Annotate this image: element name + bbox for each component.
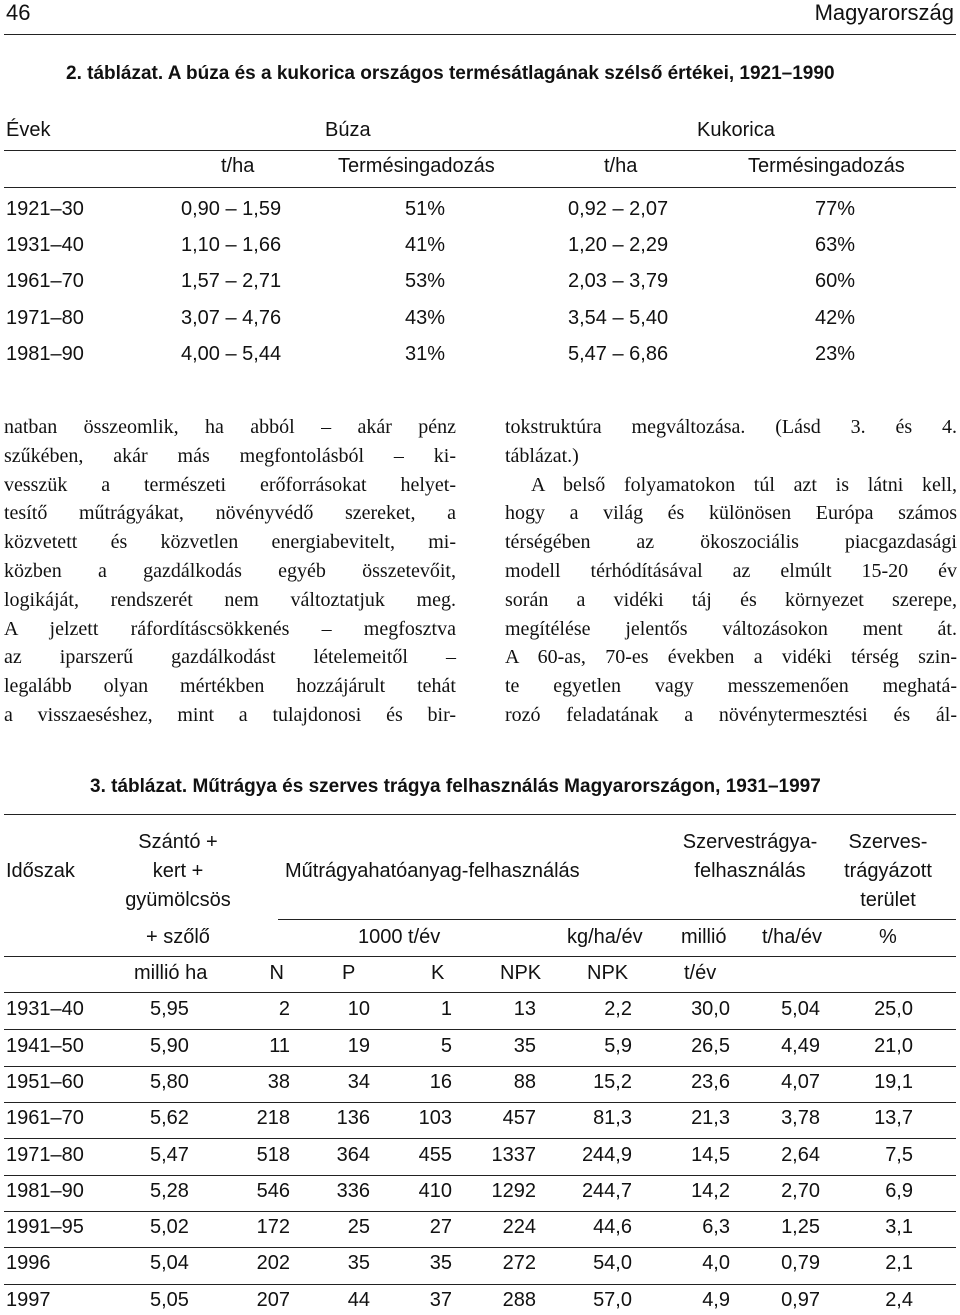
table3-cell-period: 1971–80 bbox=[6, 1144, 84, 1166]
table3-cell-manure-tha: 1,25 bbox=[781, 1216, 820, 1238]
table3-cell-manure-tha: 4,07 bbox=[781, 1071, 820, 1093]
table3-cell-p: 35 bbox=[347, 1252, 370, 1274]
table3-cell-pct: 19,1 bbox=[874, 1071, 913, 1093]
table3-h-area-2: kert + bbox=[152, 860, 204, 882]
table2-cell-corn: 5,47 – 6,86 bbox=[568, 343, 669, 365]
table2-group-wheat: Búza bbox=[325, 119, 371, 141]
table3-cell-manure-t: 6,3 bbox=[702, 1216, 730, 1238]
row-separator bbox=[4, 1211, 956, 1212]
table3-cell-manure-t: 26,5 bbox=[691, 1035, 730, 1057]
running-title: Magyarország bbox=[814, 0, 954, 25]
table3-h-area-3: gyümölcsös bbox=[125, 889, 231, 911]
table-row bbox=[0, 234, 960, 262]
table3-cell-npk: 35 bbox=[513, 1035, 536, 1057]
table3-cell-n: 518 bbox=[256, 1144, 290, 1166]
table-row bbox=[0, 998, 960, 1026]
text-line: logikáját, rendszerét nem változtatjuk meg. bbox=[4, 588, 456, 611]
table3-cell-npk: 1292 bbox=[491, 1180, 536, 1202]
header-rule bbox=[4, 34, 956, 35]
text-line: vesszük a természeti erőforrásokat helyet- bbox=[4, 473, 456, 496]
table3-u-tev: t/év bbox=[684, 962, 717, 984]
table-row bbox=[0, 1107, 960, 1135]
table2-sub-tha-corn: t/ha bbox=[604, 155, 638, 177]
table3-cell-manure-tha: 3,78 bbox=[781, 1107, 820, 1129]
text-line: hogy a világ és különösen Európa számos bbox=[505, 502, 957, 525]
table3-cell-p: 136 bbox=[336, 1107, 370, 1129]
text-line: modell térhódításával az elmúlt 15-20 év bbox=[505, 559, 957, 582]
text-line: A jelzett ráfordításcsökkenés – megfosztva bbox=[4, 617, 456, 640]
row-separator bbox=[4, 1102, 956, 1103]
table3-cell-manure-tha: 4,49 bbox=[781, 1035, 820, 1057]
table3-cell-npk-ha: 81,3 bbox=[593, 1107, 632, 1129]
table3-cell-n: 2 bbox=[278, 998, 290, 1020]
body-text-right-column bbox=[505, 413, 957, 730]
table3-cell-n: 11 bbox=[269, 1035, 290, 1057]
table3-cell-n: 546 bbox=[256, 1180, 290, 1202]
table3-u-kghaev: kg/ha/év bbox=[567, 926, 643, 948]
table3-h-area-4: + szőlő bbox=[146, 926, 210, 948]
table3-u-npk-ha: NPK bbox=[587, 962, 629, 984]
table3-cell-manure-t: 4,9 bbox=[702, 1289, 730, 1311]
table3-u-k: K bbox=[431, 962, 445, 984]
table3-u-n: N bbox=[269, 962, 284, 984]
table3-cell-k: 455 bbox=[418, 1144, 452, 1166]
text-line: tesítő műtrágyákat, növényvédő szereket, a bbox=[4, 502, 456, 525]
table3-cell-manure-tha: 2,64 bbox=[781, 1144, 820, 1166]
table3-cell-npk-ha: 244,9 bbox=[581, 1144, 632, 1166]
table3-cell-period: 1951–60 bbox=[6, 1071, 84, 1093]
table-row bbox=[0, 307, 960, 335]
table3-cell-k: 35 bbox=[429, 1252, 452, 1274]
text-line: a visszaeséshez, mint a tulajdonosi és bir- bbox=[4, 703, 456, 726]
table2-cell-wheat-var: 43% bbox=[404, 307, 445, 329]
table-row bbox=[0, 1071, 960, 1099]
table3-h-fertilizer: Műtrágyahatóanyag-felhasználás bbox=[285, 860, 580, 882]
table3-cell-manure-tha: 0,79 bbox=[781, 1252, 820, 1274]
text-line: szűkében, akár más megfontolásból – ki- bbox=[4, 444, 456, 467]
table3-cell-period: 1981–90 bbox=[6, 1180, 84, 1202]
table3-cell-npk-ha: 244,7 bbox=[581, 1180, 632, 1202]
row-separator bbox=[4, 1247, 956, 1248]
table-row bbox=[0, 1144, 960, 1172]
table3-cell-npk: 224 bbox=[502, 1216, 536, 1238]
table3-cell-npk: 13 bbox=[513, 998, 536, 1020]
table3-cell-p: 364 bbox=[336, 1144, 370, 1166]
table3-h-manure-1: Szervestrágya- bbox=[682, 831, 818, 853]
table2-caption-text: A búza és a kukorica országos termésátlagának szélső értékei, 1921–1990 bbox=[167, 63, 835, 84]
table3-u-million: millió bbox=[681, 926, 727, 948]
table3-cell-p: 19 bbox=[347, 1035, 370, 1057]
table3-cell-n: 172 bbox=[256, 1216, 290, 1238]
table3-cell-manure-tha: 2,70 bbox=[781, 1180, 820, 1202]
text-line: megítélése jelentős változásokon ment át. bbox=[505, 617, 957, 640]
table3-cell-period: 1941–50 bbox=[6, 1035, 84, 1057]
table3-cell-manure-t: 30,0 bbox=[691, 998, 730, 1020]
table2-cell-corn-var: 60% bbox=[814, 270, 855, 292]
table3-cell-area: 5,90 bbox=[150, 1035, 189, 1057]
table3-u-npk: NPK bbox=[500, 962, 542, 984]
table3-cell-area: 5,62 bbox=[150, 1107, 189, 1129]
row-separator bbox=[4, 1029, 956, 1030]
table3-cell-npk-ha: 2,2 bbox=[604, 998, 632, 1020]
text-line: natban összeomlik, ha abból – akár pénz bbox=[4, 416, 456, 438]
text-line: közvetett és közvetlen energiabevitelt, mi- bbox=[4, 531, 456, 554]
table2-cell-years: 1931–40 bbox=[6, 234, 84, 256]
table3-h-period: Időszak bbox=[6, 860, 75, 882]
table3-cell-area: 5,05 bbox=[150, 1289, 189, 1311]
table3-cell-npk: 272 bbox=[502, 1252, 536, 1274]
table3-caption-text: Műtrágya és szerves trágya felhasználás Magyarországon, 1931–1997 bbox=[192, 776, 821, 797]
text-line: legalább olyan mértékben hozzájárult tehát bbox=[4, 675, 456, 698]
table2-subheader-rule bbox=[4, 187, 956, 188]
table3-cell-npk-ha: 44,6 bbox=[593, 1216, 632, 1238]
row-separator bbox=[4, 1138, 956, 1139]
table3-u-1000tev: 1000 t/év bbox=[358, 926, 441, 948]
table3-cell-p: 25 bbox=[347, 1216, 370, 1238]
table2-cell-corn-var: 23% bbox=[814, 343, 855, 365]
row-separator bbox=[4, 1066, 956, 1067]
text-line: közben a gazdálkodás egyéb összetevőit, bbox=[4, 559, 456, 582]
table-row bbox=[0, 1289, 960, 1315]
text-line: A belső folyamatokon túl azt is látni kell, bbox=[531, 473, 957, 496]
table3-cell-p: 10 bbox=[347, 998, 370, 1020]
table3-h-manured-field-2: trágyázott bbox=[844, 860, 932, 882]
text-line: te egyetlen vagy messzemenően meghatá- bbox=[505, 675, 957, 698]
table2-cell-years: 1971–80 bbox=[6, 307, 84, 329]
table2-cell-wheat: 3,07 – 4,76 bbox=[181, 307, 282, 329]
table-row bbox=[0, 1252, 960, 1280]
table2-cell-corn: 0,92 – 2,07 bbox=[568, 198, 669, 220]
table3-cell-pct: 13,7 bbox=[874, 1107, 913, 1129]
table3-cell-pct: 2,4 bbox=[885, 1289, 913, 1311]
table2-cell-wheat-var: 51% bbox=[404, 198, 445, 220]
table3-cell-k: 410 bbox=[418, 1180, 452, 1202]
table2-col-years: Évek bbox=[6, 119, 51, 141]
table3-cell-k: 1 bbox=[440, 998, 452, 1020]
table3-cell-area: 5,80 bbox=[150, 1071, 189, 1093]
table3-cell-k: 16 bbox=[429, 1071, 452, 1093]
table2-cell-corn: 3,54 – 5,40 bbox=[568, 307, 669, 329]
text-line: térségében az ökoszociális piacgazdasági bbox=[505, 531, 957, 554]
table-row bbox=[0, 1035, 960, 1063]
table2-cell-years: 1921–30 bbox=[6, 198, 84, 220]
table3-cell-npk: 1337 bbox=[491, 1144, 536, 1166]
table3-u-pct: % bbox=[879, 926, 897, 948]
table2-cell-wheat-var: 41% bbox=[404, 234, 445, 256]
table2-header-rule bbox=[4, 150, 956, 151]
table3-cell-area: 5,04 bbox=[150, 1252, 189, 1274]
text-line: rozó feladatának a növénytermesztési és ál- bbox=[505, 703, 957, 726]
table-row bbox=[0, 343, 960, 371]
table2-cell-wheat-var: 31% bbox=[404, 343, 445, 365]
table3-caption-label: 3. táblázat. bbox=[90, 776, 188, 797]
table3-cell-pct: 7,5 bbox=[885, 1144, 913, 1166]
table3-cell-p: 336 bbox=[336, 1180, 370, 1202]
table-row bbox=[0, 1180, 960, 1208]
row-separator bbox=[4, 1284, 956, 1285]
text-line: A 60-as, 70-es években a vidéki térség szin- bbox=[505, 646, 957, 669]
table2-cell-wheat: 0,90 – 1,59 bbox=[181, 198, 282, 220]
table3-header-bottom-rule bbox=[4, 992, 956, 993]
table2-cell-corn-var: 77% bbox=[814, 198, 855, 220]
body-text-left-column bbox=[4, 413, 456, 730]
table3-caption bbox=[90, 776, 821, 798]
table3-cell-period: 1961–70 bbox=[6, 1107, 84, 1129]
table3-cell-manure-t: 14,5 bbox=[691, 1144, 730, 1166]
table3-cell-area: 5,28 bbox=[150, 1180, 189, 1202]
table3-unit-rule bbox=[4, 956, 956, 957]
table-row bbox=[0, 198, 960, 226]
table2-caption bbox=[66, 63, 835, 85]
table3-cell-p: 44 bbox=[347, 1289, 370, 1311]
table3-cell-manure-t: 21,3 bbox=[691, 1107, 730, 1129]
table-row bbox=[0, 1216, 960, 1244]
table3-h-manured-field-3: terület bbox=[860, 889, 916, 911]
table3-cell-manure-t: 4,0 bbox=[702, 1252, 730, 1274]
table3-cell-npk: 288 bbox=[502, 1289, 536, 1311]
table2-caption-label: 2. táblázat. bbox=[66, 63, 164, 84]
table3-cell-pct: 25,0 bbox=[874, 998, 913, 1020]
table3-cell-k: 27 bbox=[429, 1216, 452, 1238]
table2-sub-tha-wheat: t/ha bbox=[221, 155, 255, 177]
table3-cell-k: 103 bbox=[418, 1107, 452, 1129]
table3-h-area-1: Szántó + bbox=[138, 831, 218, 853]
table3-cell-npk-ha: 5,9 bbox=[604, 1035, 632, 1057]
table2-cell-corn-var: 42% bbox=[814, 307, 855, 329]
table3-cell-area: 5,47 bbox=[150, 1144, 189, 1166]
table3-cell-pct: 21,0 bbox=[874, 1035, 913, 1057]
table3-cell-npk-ha: 57,0 bbox=[593, 1289, 632, 1311]
table3-cell-n: 207 bbox=[256, 1289, 290, 1311]
table2-cell-wheat: 4,00 – 5,44 bbox=[181, 343, 282, 365]
table-row bbox=[0, 270, 960, 298]
table3-h-manure-2: felhasználás bbox=[694, 860, 806, 882]
table3-cell-p: 34 bbox=[347, 1071, 370, 1093]
table3-u-million-ha: millió ha bbox=[134, 962, 208, 984]
table2-sub-var-corn: Termésingadozás bbox=[748, 155, 905, 177]
page-number: 46 bbox=[6, 0, 31, 25]
table2-cell-years: 1961–70 bbox=[6, 270, 84, 292]
table2-cell-corn: 1,20 – 2,29 bbox=[568, 234, 669, 256]
table3-cell-pct: 6,9 bbox=[885, 1180, 913, 1202]
table3-cell-period: 1991–95 bbox=[6, 1216, 84, 1238]
table3-u-p: P bbox=[342, 962, 356, 984]
table3-cell-area: 5,95 bbox=[150, 998, 189, 1020]
table3-cell-npk-ha: 54,0 bbox=[593, 1252, 632, 1274]
table2-cell-wheat: 1,10 – 1,66 bbox=[181, 234, 282, 256]
table3-u-thaev: t/ha/év bbox=[762, 926, 823, 948]
table2-group-corn: Kukorica bbox=[697, 119, 775, 141]
table3-cell-pct: 2,1 bbox=[885, 1252, 913, 1274]
table3-cell-manure-t: 23,6 bbox=[691, 1071, 730, 1093]
table3-cell-period: 1996 bbox=[6, 1252, 51, 1274]
table3-cell-period: 1931–40 bbox=[6, 998, 84, 1020]
table3-cell-period: 1997 bbox=[6, 1289, 51, 1311]
table3-h-manured-field-1: Szerves- bbox=[848, 831, 928, 853]
table3-cell-n: 218 bbox=[256, 1107, 290, 1129]
text-line: táblázat.) bbox=[505, 444, 579, 467]
table3-cell-manure-t: 14,2 bbox=[691, 1180, 730, 1202]
table3-cell-n: 202 bbox=[256, 1252, 290, 1274]
table3-cell-npk-ha: 15,2 bbox=[593, 1071, 632, 1093]
text-line: az iparszerű gazdálkodást lételemeitől – bbox=[4, 646, 456, 669]
table3-cell-area: 5,02 bbox=[150, 1216, 189, 1238]
table3-cell-npk: 457 bbox=[502, 1107, 536, 1129]
table2-cell-corn: 2,03 – 3,79 bbox=[568, 270, 669, 292]
table3-cell-manure-tha: 0,97 bbox=[781, 1289, 820, 1311]
table3-cell-k: 5 bbox=[440, 1035, 452, 1057]
table3-cell-npk: 88 bbox=[513, 1071, 536, 1093]
table3-cell-n: 38 bbox=[267, 1071, 290, 1093]
table3-cell-pct: 3,1 bbox=[885, 1216, 913, 1238]
table3-cell-manure-tha: 5,04 bbox=[781, 998, 820, 1020]
table2-cell-wheat: 1,57 – 2,71 bbox=[181, 270, 282, 292]
table3-top-rule bbox=[4, 814, 956, 815]
text-line: során a vidéki táj és környezet szerepe, bbox=[505, 588, 957, 611]
table2-sub-var-wheat: Termésingadozás bbox=[338, 155, 495, 177]
table2-cell-years: 1981–90 bbox=[6, 343, 84, 365]
table3-mid-rule bbox=[278, 919, 956, 920]
row-separator bbox=[4, 1175, 956, 1176]
text-line: tokstruktúra megváltozása. (Lásd 3. és 4. bbox=[505, 416, 957, 438]
table3-cell-k: 37 bbox=[429, 1289, 452, 1311]
table2-cell-corn-var: 63% bbox=[814, 234, 855, 256]
table2-cell-wheat-var: 53% bbox=[404, 270, 445, 292]
